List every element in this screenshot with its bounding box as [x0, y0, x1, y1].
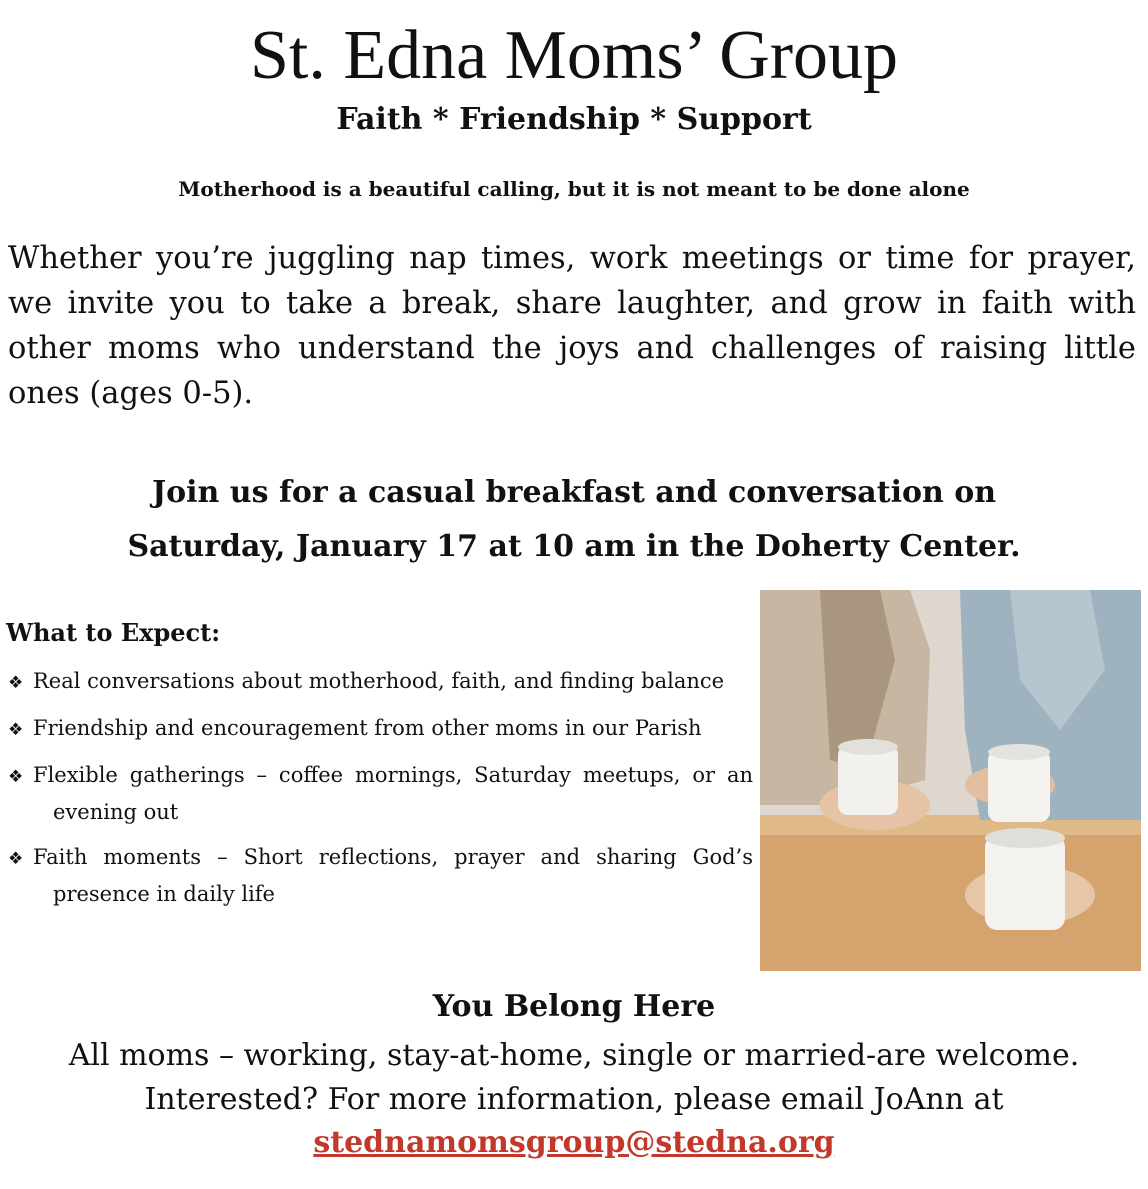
expect-list	[8, 664, 753, 922]
contact-email	[0, 1120, 1148, 1166]
list-item	[8, 711, 753, 748]
list-item-text: Friendship and encouragement from other moms in our Parish	[33, 716, 702, 740]
list-item-text: Flexible gatherings – coffee mornings, Saturday meetups, or an evening out	[33, 763, 753, 824]
tagline: Motherhood is a beautiful calling, but it is not meant to be done alone	[178, 177, 970, 201]
list-item	[8, 664, 753, 701]
moms-coffee-photo	[760, 590, 1141, 971]
list-item-text: Real conversations about motherhood, faith, and finding balance	[33, 669, 725, 693]
expect-heading: What to Expect:	[6, 618, 221, 647]
coffee-mugs-illustration-icon	[760, 590, 1141, 971]
event-line-1: Join us for a casual breakfast and conversation on	[151, 475, 997, 510]
diamond-bullet-icon: ❖	[8, 720, 24, 740]
page-subtitle: Faith * Friendship * Support	[336, 102, 812, 137]
list-item	[8, 758, 753, 830]
diamond-bullet-icon: ❖	[8, 673, 24, 693]
diamond-bullet-icon: ❖	[8, 849, 24, 869]
list-item	[8, 840, 753, 912]
list-item-text: Faith moments – Short reflections, prayer and sharing God’s presence in daily life	[33, 845, 753, 906]
intro-paragraph: Whether you’re juggling nap times, work meetings or time for prayer, we invite you to take a break, share laughter, and grow in faith with other moms who understand the joys and challenges of raising little ones (ages 0-5).	[8, 241, 1136, 411]
page-title: St. Edna Moms’ Group	[249, 17, 899, 94]
event-announcement	[0, 466, 1148, 574]
email-link[interactable]: stednamomsgroup@stedna.org	[313, 1125, 835, 1160]
diamond-bullet-icon: ❖	[8, 767, 24, 787]
belong-paragraph: All moms – working, stay-at-home, single or married-are welcome. Interested? For more information, please email JoAnn at	[68, 1038, 1080, 1117]
event-line-2: Saturday, January 17 at 10 am in the Doherty Center.	[127, 529, 1021, 564]
belong-heading: You Belong Here	[432, 989, 716, 1024]
